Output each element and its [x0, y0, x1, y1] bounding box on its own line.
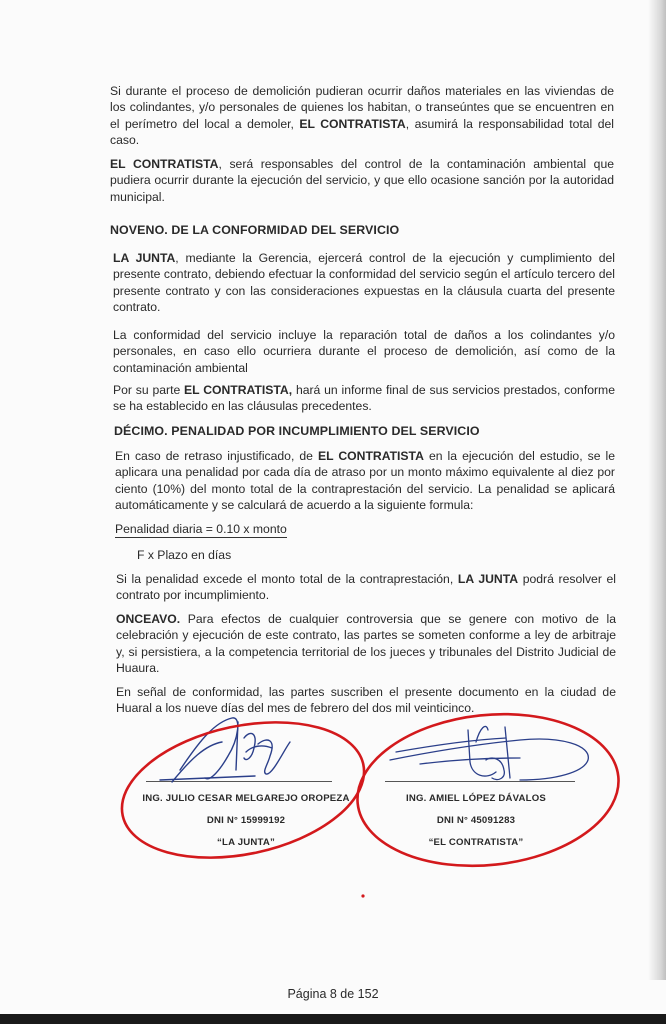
heading-noveno: NOVENO. DE LA CONFORMIDAD DEL SERVICIO: [110, 223, 400, 237]
red-circle-left: [109, 702, 376, 878]
signer-role-left: “LA JUNTA”: [217, 837, 275, 848]
page-number: Página 8 de 152: [287, 987, 379, 1001]
paragraph-text: hará un informe final de sus servicios prestados, conforme se ha establecido en las cláusulas precedentes.: [113, 383, 615, 414]
signer-dni-left: DNI N° 15999192: [206, 815, 286, 826]
party-contratista: EL CONTRATISTA: [110, 157, 219, 171]
party-junta: LA JUNTA: [457, 572, 519, 586]
party-contratista: EL CONTRATISTA: [317, 449, 424, 463]
party-junta: LA JUNTA: [113, 251, 176, 265]
party-contratista: EL CONTRATISTA: [299, 116, 406, 131]
paragraph-text: En señal de conformidad, las partes suscriben el presente documento en la ciudad de Huaral a los nueve días del mes de febrero del dos mil veinticinco.: [116, 685, 616, 716]
signer-dni-right: DNI N° 45091283: [436, 815, 516, 826]
signer-name-left: ING. JULIO CESAR MELGAREJO OROPEZA: [142, 793, 350, 804]
party-contratista: EL CONTRATISTA,: [184, 383, 293, 397]
signer-role-right: “EL CONTRATISTA”: [428, 837, 524, 848]
paragraph-text: Por su parte: [113, 383, 181, 397]
formula-text: Penalidad diaria = 0.10 x monto: [115, 522, 287, 536]
red-dot: [361, 894, 364, 897]
clause-label: ONCEAVO.: [116, 612, 181, 626]
paragraph-text: , mediante la Gerencia, ejercerá control de la ejecución y cumplimiento del presente contrato, debiendo efectuar la conformidad del servicio según el artículo tercero del presente contrato y con las consideraciones expuestas en la cláusula cuarta del presente contrato.: [113, 251, 615, 314]
formula-denominator: F x Plazo en días: [137, 548, 232, 562]
bottom-edge: [0, 1014, 666, 1024]
paragraph-text: podrá resolver el contrato por incumplimiento.: [116, 572, 617, 603]
paragraph-text: Si la penalidad excede el monto total de la contraprestación,: [116, 572, 454, 586]
paragraph-text: , asumirá la responsabilidad total del caso.: [110, 116, 615, 147]
signature-right-handwriting: [390, 726, 588, 780]
heading-decimo: DÉCIMO. PENALIDAD POR INCUMPLIMIENTO DEL SERVICIO: [114, 424, 480, 438]
paragraph-text: En caso de retraso injustificado, de: [115, 449, 313, 463]
signer-name-right: ING. AMIEL LÓPEZ DÁVALOS: [405, 793, 546, 804]
paragraph-text: La conformidad del servicio incluye la reparación total de daños a los colindantes y/o personales, en caso ello ocurriera durante el proceso de demolición, así como de la contaminación ambiental: [113, 328, 615, 375]
paragraph-text: Para efectos de cualquier controversia que se genere con motivo de la celebración y ejecución de este contrato, las partes se someten conforme a ley de arbitraje y, si persistiera, a la competencia territorial de los jueces y tribunales del Distrito Judicial de Huaura.: [116, 612, 616, 675]
paragraph-text: en la ejecución del estudio, se le aplicara una penalidad por cada día de atraso por un monto máximo equivalente al diez por ciento (10%) del monto total de la contraprestación del servicio. La penalidad se aplicará automáticamente y se calculará de acuerdo a la siguiente formula:: [115, 449, 616, 512]
paragraph-text: Si durante el proceso de demolición pudieran ocurrir daños materiales en las viviendas de los colindantes, y/o personales de quienes los habitan, o transeúntes que se encuentren en el perímetro del local a demoler,: [110, 84, 614, 131]
paragraph-text: , será responsables del control de la contaminación ambiental que pudiera ocurrir durante la ejecución del servicio, y que ello ocasione sanción por la autoridad municipal.: [110, 157, 614, 204]
